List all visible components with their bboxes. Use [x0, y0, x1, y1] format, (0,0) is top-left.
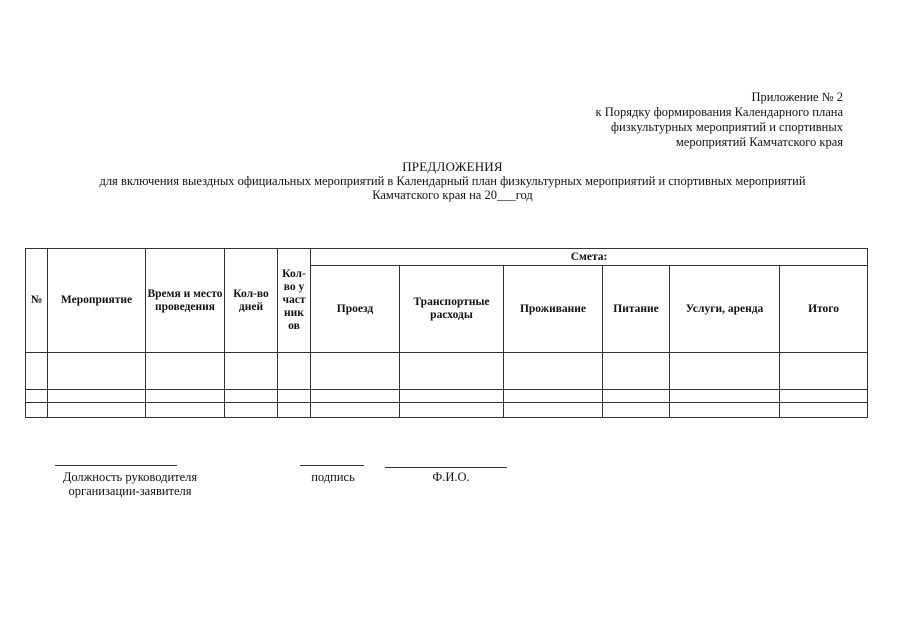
title-line-2: Камчатского края на 20___год [372, 188, 533, 202]
table-cell [278, 353, 311, 390]
proposals-table [25, 248, 868, 418]
signature-label: подпись [311, 470, 355, 484]
appendix-line: к Порядку формирования Календарного плана [595, 105, 843, 119]
col-header-transport: Транспортные расходы [400, 266, 504, 353]
table-cell [670, 403, 780, 418]
appendix-line: Приложение № 2 [751, 90, 843, 104]
table-cell [311, 353, 400, 390]
col-header-participants: Кол-во участников [278, 249, 311, 353]
fio-label: Ф.И.О. [432, 470, 470, 484]
table-cell [48, 390, 146, 403]
table-cell [603, 390, 670, 403]
position-label-line-2: организации-заявителя [68, 484, 192, 498]
col-header-days: Кол-во дней [225, 249, 278, 353]
smeta-header: Смета: [311, 249, 868, 266]
table-cell [26, 353, 48, 390]
table-cell [400, 353, 504, 390]
appendix-note [596, 90, 843, 150]
col-header-food: Питание [603, 266, 670, 353]
position-label-line-1: Должность руководителя [62, 470, 198, 484]
table-cell [278, 390, 311, 403]
appendix-line: физкультурных мероприятий и спортивных [610, 120, 843, 134]
col-header-lodging: Проживание [504, 266, 603, 353]
table-cell [146, 353, 225, 390]
table-cell [225, 353, 278, 390]
table-cell [780, 353, 868, 390]
signature-line [300, 465, 364, 466]
table-cell [26, 403, 48, 418]
table-cell [504, 353, 603, 390]
col-header-travel: Проезд [311, 266, 400, 353]
table-cell [278, 403, 311, 418]
table-cell [48, 353, 146, 390]
col-header-services: Услуги, аренда [670, 266, 780, 353]
col-header-time-place: Время и место проведения [146, 249, 225, 353]
table-cell [225, 390, 278, 403]
table-cell [26, 390, 48, 403]
table-row [26, 353, 868, 390]
table-cell [146, 390, 225, 403]
table-cell [670, 353, 780, 390]
position-label [50, 470, 210, 498]
title-line-1: для включения выездных официальных мероприятий в Календарный план физкультурных мероприятий и спортивных мероприятий [99, 174, 806, 188]
table-cell [670, 390, 780, 403]
appendix-line: мероприятий Камчатского края [675, 135, 843, 149]
table-cell [504, 403, 603, 418]
col-header-total: Итого [780, 266, 868, 353]
table-cell [603, 403, 670, 418]
table-cell [311, 390, 400, 403]
table-cell [603, 353, 670, 390]
fio-signature-line [385, 467, 507, 468]
table-cell [48, 403, 146, 418]
table-cell [311, 403, 400, 418]
table-cell [400, 390, 504, 403]
col-header-num: № [26, 249, 48, 353]
document-title [0, 160, 905, 202]
table-cell [146, 403, 225, 418]
table-row [26, 403, 868, 418]
table-cell [780, 390, 868, 403]
table-cell [225, 403, 278, 418]
table-cell [400, 403, 504, 418]
table-row [26, 390, 868, 403]
col-header-event: Мероприятие [48, 249, 146, 353]
position-signature-line [55, 465, 177, 466]
title-heading: ПРЕДЛОЖЕНИЯ [402, 159, 503, 174]
table-cell [780, 403, 868, 418]
table-cell [504, 390, 603, 403]
